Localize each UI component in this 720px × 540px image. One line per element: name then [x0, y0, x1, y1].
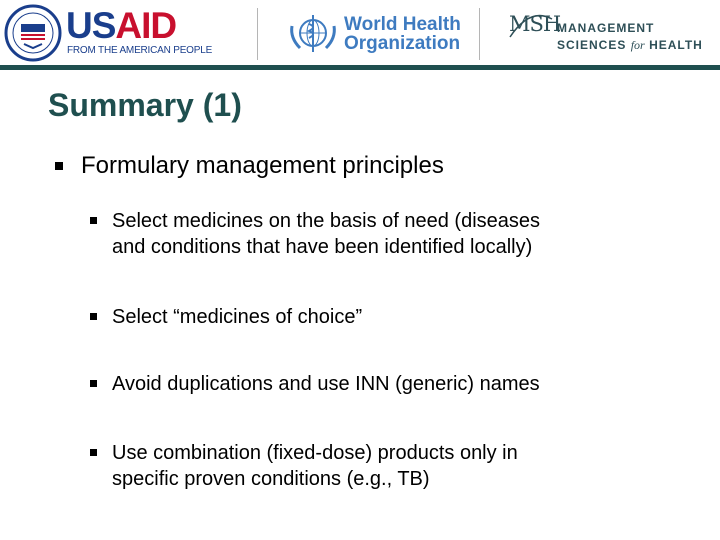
logo-divider: [479, 8, 480, 60]
logo-header: [0, 0, 720, 72]
main-bullet-text: Formulary management principles: [81, 152, 444, 179]
sub-bullet: [90, 208, 540, 260]
sub-bullet-text: Use combination (fixed-dose) products only in specific proven conditions (e.g., TB): [112, 442, 518, 490]
logo-divider: [257, 8, 258, 60]
square-bullet-icon: [90, 449, 97, 456]
sub-bullet: [90, 440, 518, 492]
usaid-wordmark: USAID: [66, 5, 177, 46]
usaid-seal-icon: [4, 4, 62, 62]
main-bullet: [55, 152, 444, 180]
square-bullet-icon: [90, 380, 97, 387]
msh-wordmark: MANAGEMENT SCIENCES for HEALTH: [557, 21, 703, 52]
usaid-tagline: FROM THE AMERICAN PEOPLE: [67, 45, 213, 56]
slide-title: Summary (1): [48, 87, 242, 123]
square-bullet-icon: [55, 162, 63, 170]
sub-bullet: [90, 304, 362, 330]
who-emblem-icon: [288, 12, 338, 54]
who-wordmark: World Health Organization: [344, 14, 461, 54]
msh-mark: MSH: [509, 12, 561, 36]
square-bullet-icon: [90, 217, 97, 224]
sub-bullet-text: Select medicines on the basis of need (diseases and conditions that have been identified locally): [112, 210, 541, 258]
header-rule: [0, 65, 720, 70]
sub-bullet-text: Select “medicines of choice”: [112, 306, 363, 328]
square-bullet-icon: [90, 313, 97, 320]
sub-bullet: [90, 371, 540, 397]
sub-bullet-text: Avoid duplications and use INN (generic) names: [112, 373, 540, 395]
